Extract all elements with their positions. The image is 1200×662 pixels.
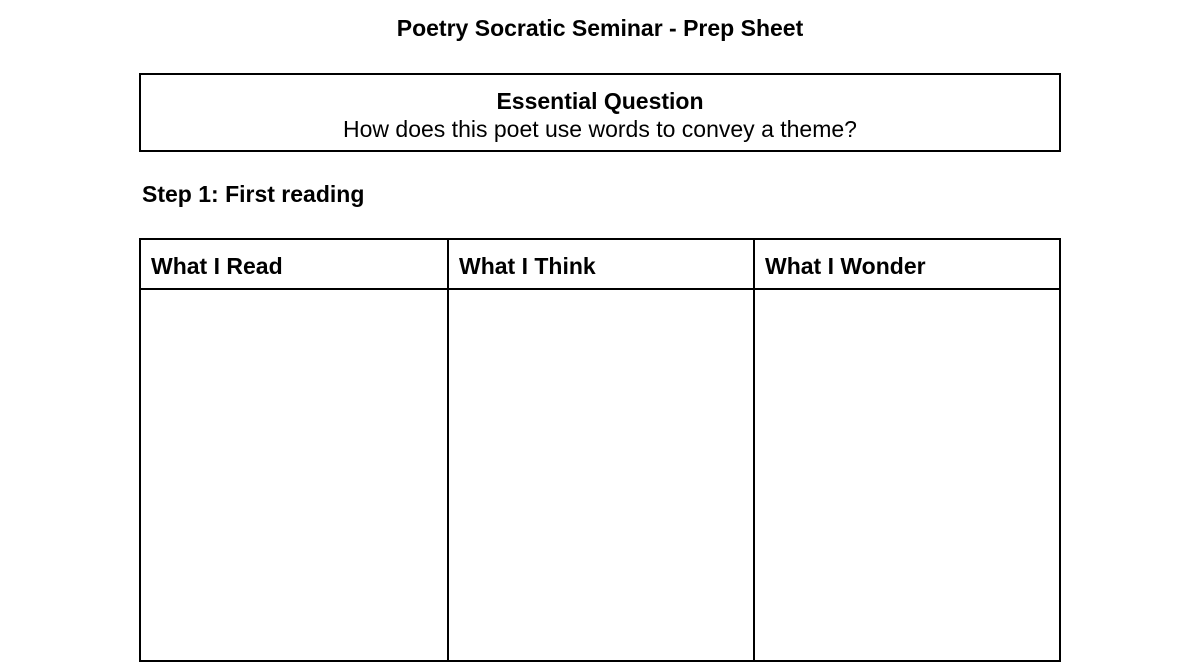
column-cell-what-i-wonder[interactable] xyxy=(755,290,1059,660)
column-cell-what-i-think[interactable] xyxy=(449,290,753,660)
essential-question-box xyxy=(139,73,1061,152)
reading-notes-table xyxy=(139,238,1061,662)
column-header-what-i-think: What I Think xyxy=(449,240,753,290)
column-what-i-read xyxy=(141,240,447,660)
essential-question-text: How does this poet use words to convey a theme? xyxy=(343,116,857,142)
step-1-heading: Step 1: First reading xyxy=(142,181,365,207)
column-header-what-i-read: What I Read xyxy=(141,240,447,290)
column-what-i-wonder xyxy=(753,240,1059,660)
column-header-what-i-wonder: What I Wonder xyxy=(755,240,1059,290)
column-what-i-think xyxy=(447,240,753,660)
column-cell-what-i-read[interactable] xyxy=(141,290,447,660)
page-title: Poetry Socratic Seminar - Prep Sheet xyxy=(396,15,804,41)
essential-question-heading: Essential Question xyxy=(496,88,704,114)
